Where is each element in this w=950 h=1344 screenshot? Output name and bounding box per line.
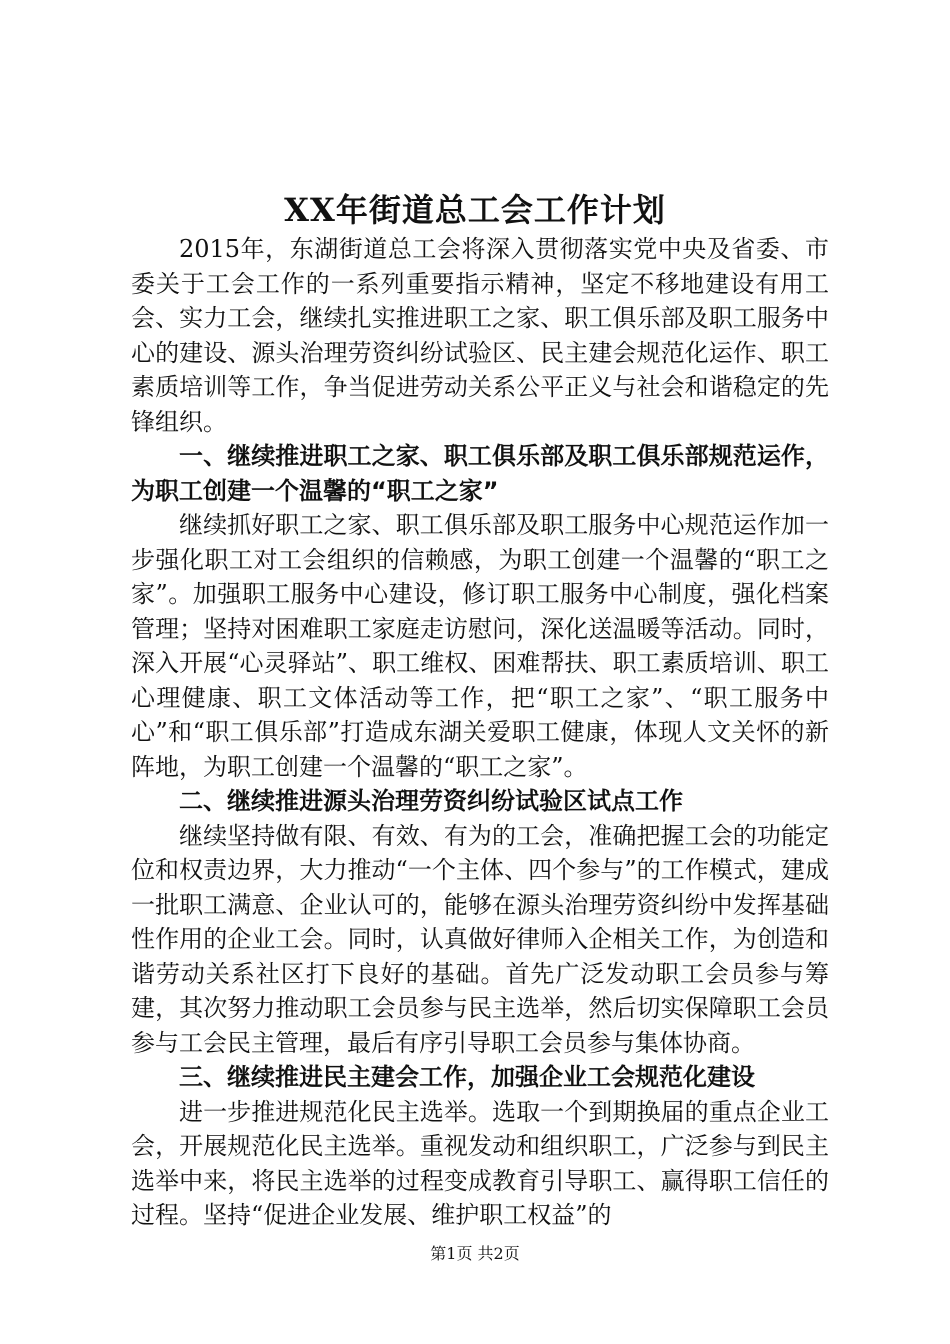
page-footer	[0, 1242, 950, 1266]
document-title: XX年街道总工会工作计划	[284, 191, 666, 229]
section-heading-3: 三、继续推进民主建会工作，加强企业工会规范化建设	[179, 1063, 755, 1091]
section-3-paragraph: 进一步推进规范化民主选举。选取一个到期换届的重点企业工会，开展规范化民主选举。重视发动和组织职工，广泛参与到民主选举中来，将民主选举的过程变成教育引导职工、赢得职工信任的过程。坚持“促进企业发展、维护职工权益”的	[131, 1097, 829, 1229]
intro-paragraph: 2015年，东湖街道总工会将深入贯彻落实党中央及省委、市委关于工会工作的一系列重要指示精神，坚定不移地建设有用工会、实力工会，继续扎实推进职工之家、职工俱乐部及职工服务中心的建设、源头治理劳资纠纷试验区、民主建会规范化运作、职工素质培训等工作，争当促进劳动关系公平正义与社会和谐稳定的先锋组织。	[131, 235, 829, 436]
section-2-paragraph: 继续坚持做有限、有效、有为的工会，准确把握工会的功能定位和权责边界，大力推动“一个主体、四个参与”的工作模式，建成一批职工满意、企业认可的，能够在源头治理劳资纠纷中发挥基础性作用的企业工会。同时，认真做好律师入企相关工作，为创造和谐劳动关系社区打下良好的基础。首先广泛发动职工会员参与筹建，其次努力推动职工会员参与民主选举，然后切实保障职工会员参与工会民主管理，最后有序引导职工会员参与集体协商。	[131, 821, 829, 1057]
document-body	[131, 232, 829, 1233]
section-heading-2: 二、继续推进源头治理劳资纠纷试验区试点工作	[179, 787, 683, 815]
section-heading-1: 一、继续推进职工之家、职工俱乐部及职工俱乐部规范运作，为职工创建一个温馨的“职工之家”	[131, 442, 829, 505]
page-indicator: 第1页 共2页	[430, 1244, 520, 1263]
section-1-paragraph: 继续抓好职工之家、职工俱乐部及职工服务中心规范运作加一步强化职工对工会组织的信赖感，为职工创建一个温馨的“职工之家”。加强职工服务中心建设，修订职工服务中心制度，强化档案管理；坚持对困难职工家庭走访慰问，深化送温暖等活动。同时，深入开展“心灵驿站”、职工维权、困难帮扶、职工素质培训、职工心理健康、职工文体活动等工作，把“职工之家”、“职工服务中心”和“职工俱乐部”打造成东湖关爱职工健康，体现人文关怀的新阵地，为职工创建一个温馨的“职工之家”。	[131, 511, 829, 781]
